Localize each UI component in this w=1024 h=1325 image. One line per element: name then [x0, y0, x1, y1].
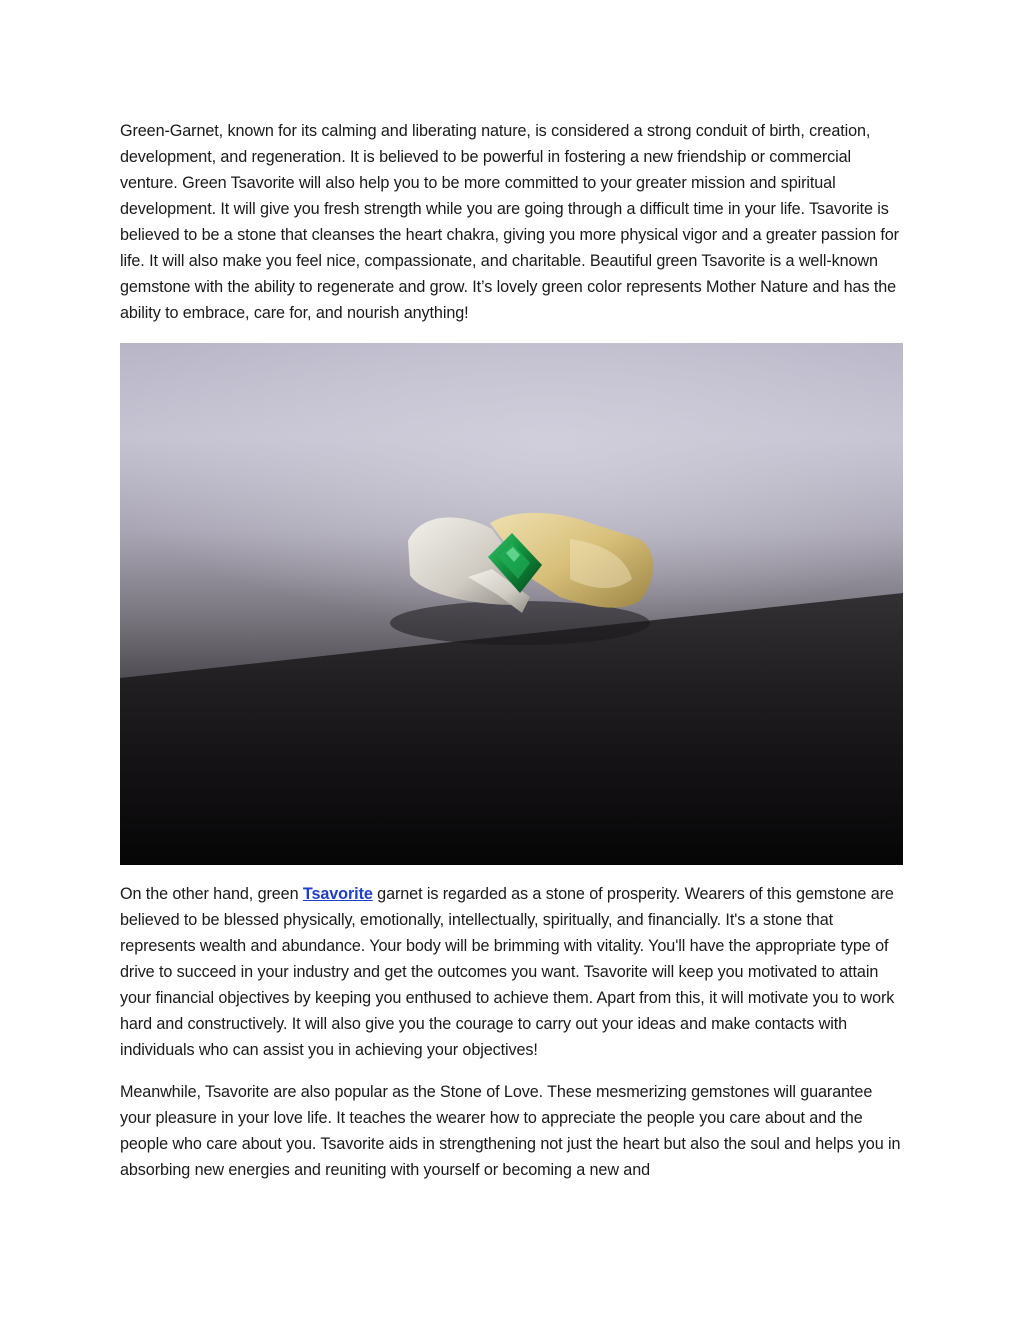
- paragraph-prosperity-lead: On the other hand, green: [120, 885, 303, 903]
- tsavorite-link[interactable]: Tsavorite: [302, 885, 373, 903]
- paragraph-love: Meanwhile, Tsavorite are also popular as the Stone of Love. These mesmerizing gemstones will guarantee your pleasure in your love life. It teaches the wearer how to appreciate the people you care about and the people who care about you. Tsavorite aids in strengthening not just the heart but also the soul and helps you in absorbing new energies and reuniting with yourself or becoming a new and: [120, 1083, 901, 1179]
- paragraph-intro: Green-Garnet, known for its calming and liberating nature, is considered a strong conduit of birth, creation, development, and regeneration. It is believed to be powerful in fostering a new friendship or commercial venture. Green Tsavorite will also help you to be more committed to your greater mission and spiritual development. It will give you fresh strength while you are going through a difficult time in your life. Tsavorite is believed to be a stone that cleanses the heart chakra, giving you more physical vigor and a greater passion for life. It will also make you feel nice, compassionate, and charitable. Beautiful green Tsavorite is a well-known gemstone with the ability to regenerate and grow. It’s lovely green color represents Mother Nature and has the ability to embrace, care for, and nourish anything!: [120, 122, 899, 322]
- document-page: [120, 118, 904, 1183]
- paragraph-prosperity-body: garnet is regarded as a stone of prosperity. Wearers of this gemstone are believed to be blessed physically, emotionally, intellectually, spiritually, and financially. It's a stone that represents wealth and abundance. Your body will be brimming with vitality. You'll have the appropriate type of drive to succeed in your industry and get the outcomes you want. Tsavorite will keep you motivated to attain your financial objectives by keeping you enthused to achieve them. Apart from this, it will motivate you to work hard and constructively. It will also give you the courage to carry out your ideas and make contacts with individuals who can assist you in achieving your objectives!: [120, 885, 895, 1059]
- ring-photo: [120, 343, 903, 865]
- paragraph-prosperity: [120, 881, 904, 1063]
